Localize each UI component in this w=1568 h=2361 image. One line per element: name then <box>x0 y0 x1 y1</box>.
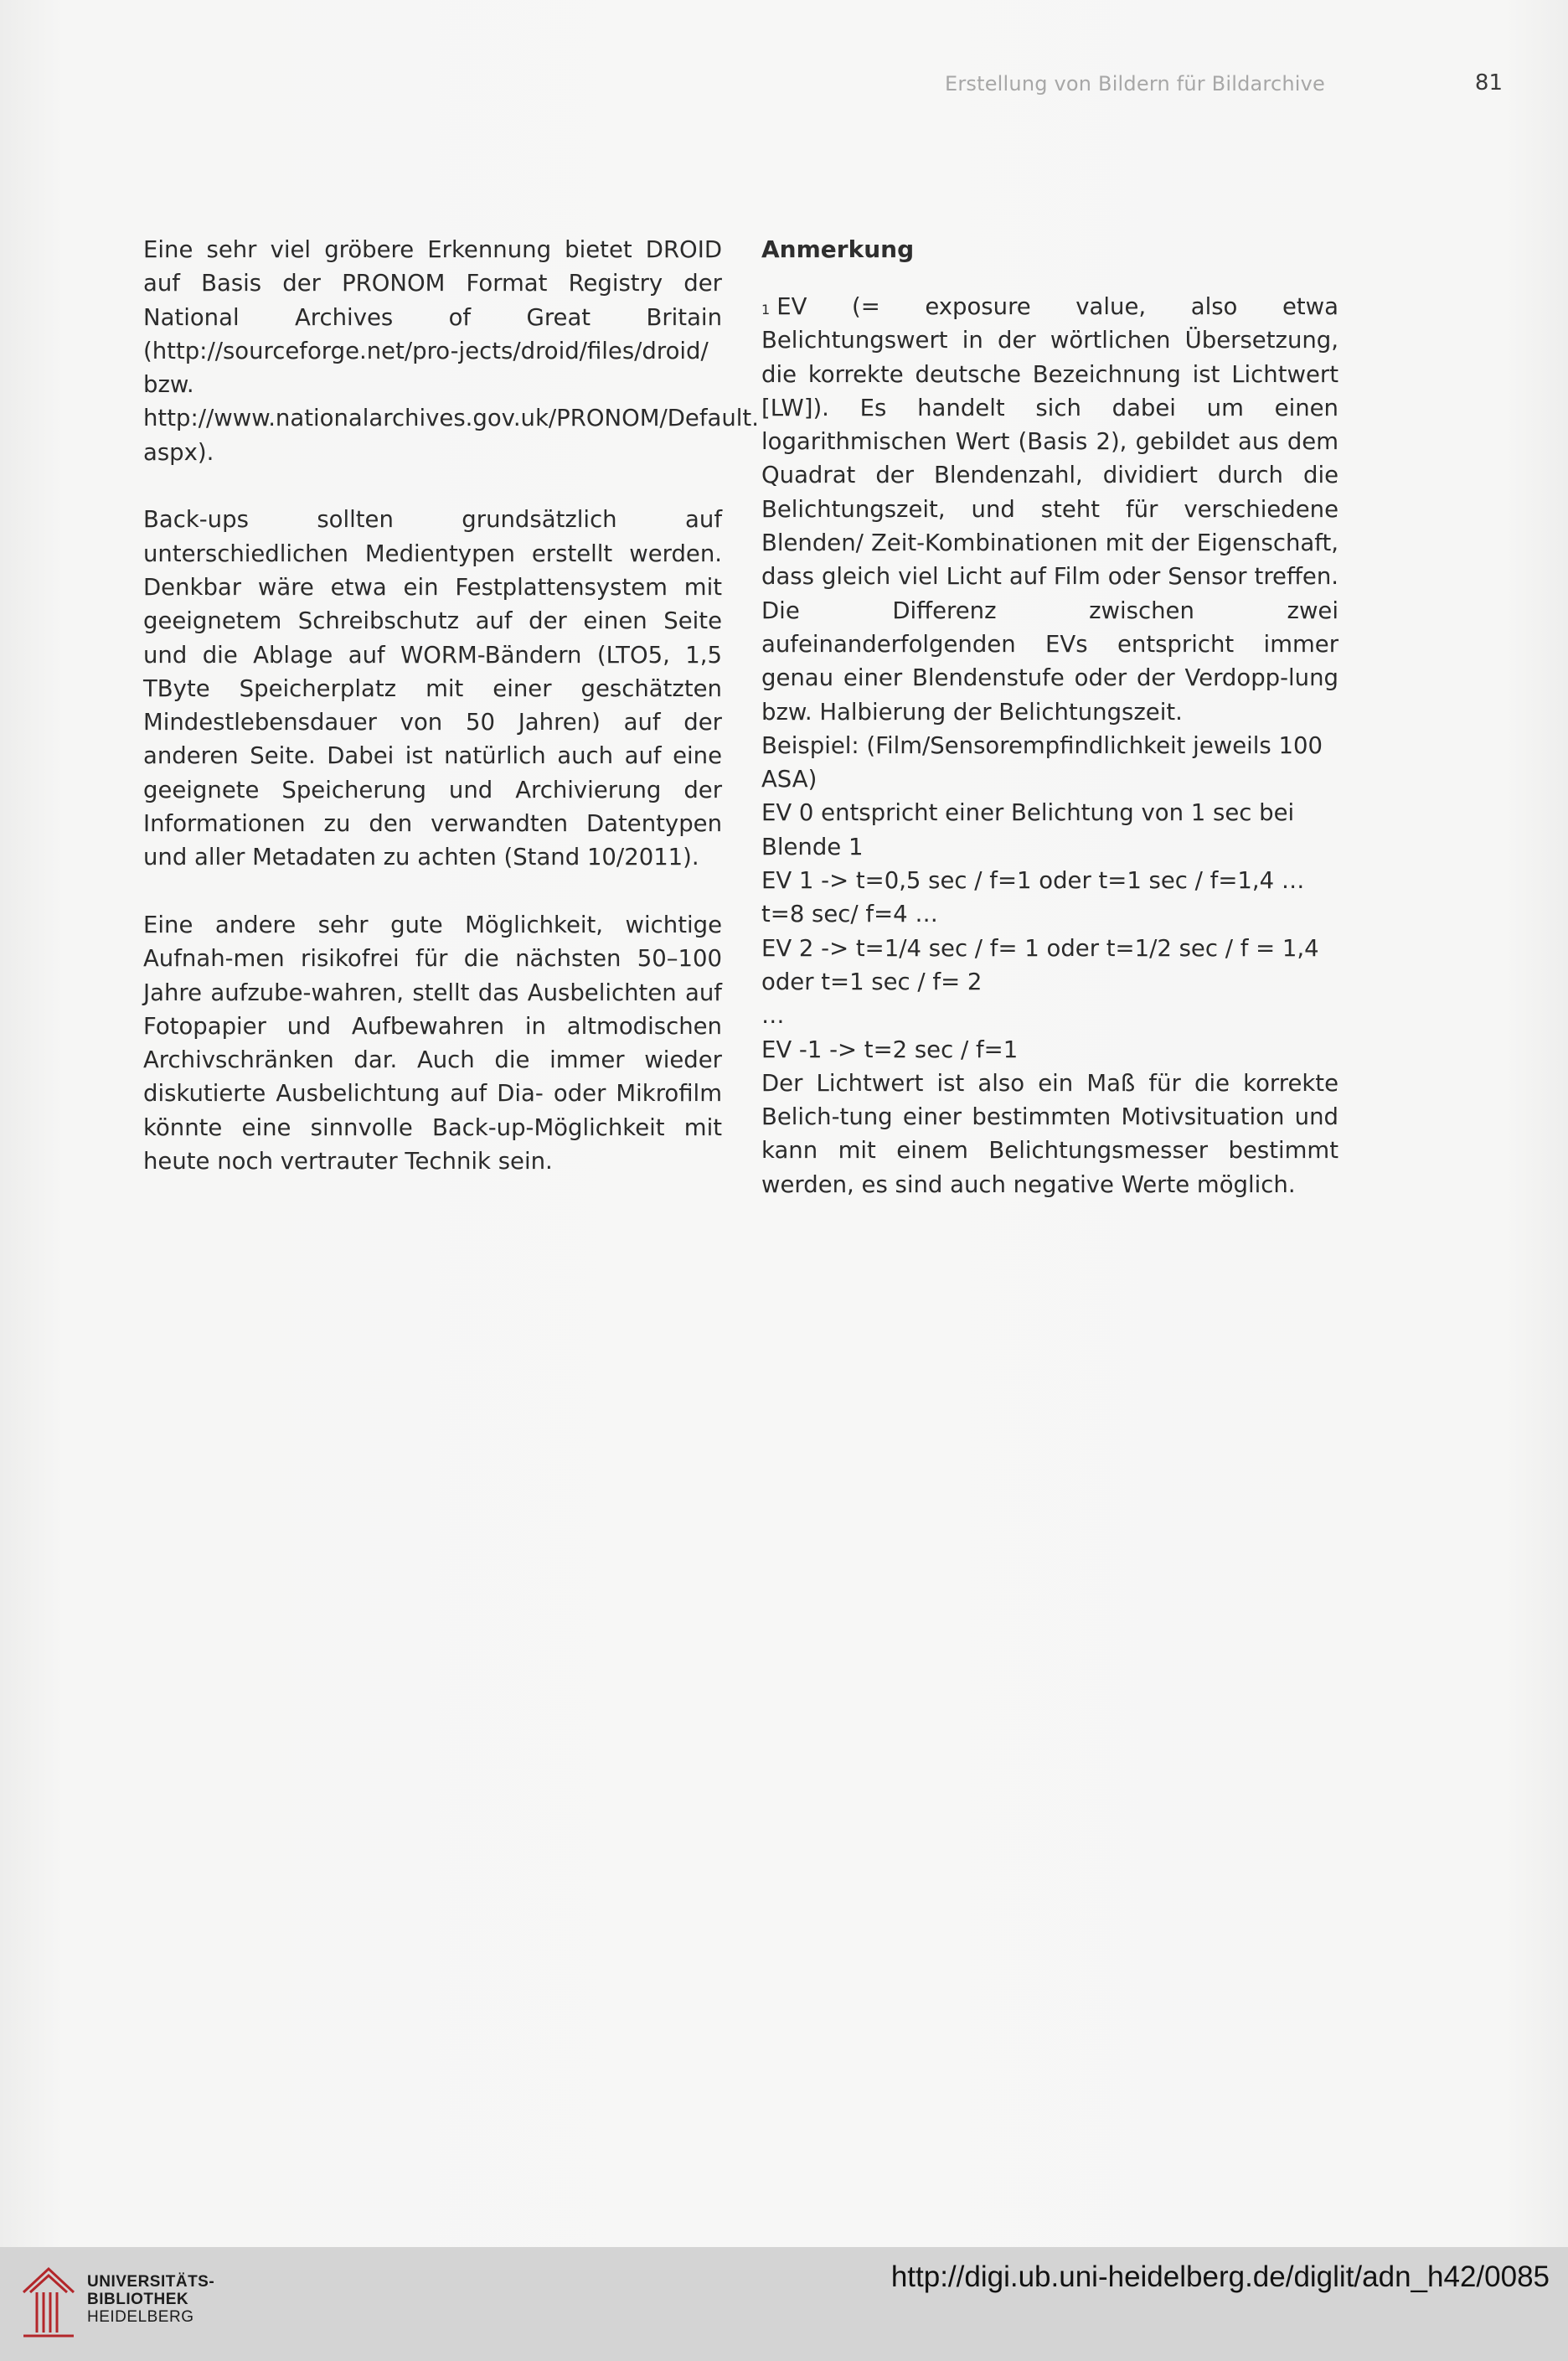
footnote-mark: 1 <box>761 302 771 318</box>
example-line: … <box>761 1002 785 1030</box>
example-line: EV -1 -> t=2 sec / f=1 <box>761 1036 1019 1063</box>
library-name-line: BIBLIOTHEK <box>87 2291 189 2308</box>
library-name-line: UNIVERSITÄTS- <box>87 2273 215 2291</box>
footnote-body: EV (= exposure value, also etwa Belichtungswert in der wörtlichen Übersetzung, die korrekte deutsche Bezeichnung ist Lichtwert [LW]). Es handelt sich dabei um einen logarithmischen Wert (Basis 2), gebildet aus dem Quadrat der Blendenzahl, dividiert durch die Belichtungszeit, und steht für verschiedene Blenden/ Zeit-Kombinationen mit der Eigenschaft, dass gleich viel Licht auf Film oder Sensor treffen. Die Differenz zwischen zwei aufeinanderfolgenden EVs entspricht immer genau einer Blendenstufe oder der Verdopp-lung bzw. Halbierung der Belichtungszeit. <box>761 293 1338 726</box>
library-name-line: HEIDELBERG <box>87 2308 194 2326</box>
notes-heading: Anmerkung <box>761 235 915 263</box>
paragraph-ausbelichten: Eine andere sehr gute Möglichkeit, wichtige Aufnah-men risikofrei für die nächsten 50–100 Jahre aufzube-wahren, stellt das Ausbelichten auf Fotopapier und Aufbewahren in altmodischen Archivschränken dar. Auch die immer wieder diskutierte Ausbelichtung auf Dia- oder Mikrofilm könnte eine sinnvolle Back-up-Möglichkeit mit heute noch vertrauter Technik sein. <box>143 911 722 1175</box>
page-number: 81 <box>1474 70 1503 96</box>
left-column <box>143 233 759 1212</box>
example-line: EV 2 -> t=1/4 sec / f= 1 oder t=1/2 sec / f = 1,4 oder t=1 sec / f= 2 <box>761 934 1319 995</box>
running-title: Erstellung von Bildern für Bildarchive <box>944 72 1325 96</box>
paragraph-backups: Back-ups sollten grundsätzlich auf unterschiedlichen Medientypen erstellt werden. Denkbar wäre etwa ein Festplattensystem mit geeignetem Schreibschutz auf der einen Seite und die Ablage auf WORM-Bändern (LTO5, 1,5 TByte Speicherplatz mit einer geschätzten Mindestlebensdauer von 50 Jahren) auf der anderen Seite. Dabei ist natürlich auch auf eine geeignete Speicherung und Archivierung der Informationen zu den verwandten Datentypen und aller Metadaten zu achten (Stand 10/2011). <box>143 506 722 871</box>
closing-paragraph: Der Lichtwert ist also ein Maß für die korrekte Belich-tung einer bestimmten Motivsituation und kann mit einem Belichtungsmesser bestimmt werden, es sind auch negative Werte möglich. <box>761 1069 1338 1198</box>
right-column <box>761 233 1338 1201</box>
paragraph-droid: Eine sehr viel gröbere Erkennung bietet DROID auf Basis der PRONOM Format Registry der National Archives of Great Britain (http://sourceforge.net/pro-jects/droid/files/droid/ bzw. http://www.nationalarchives.gov.uk/PRONOM/Default. aspx). <box>143 236 759 466</box>
footnote-text <box>761 290 1338 729</box>
library-name <box>87 2273 214 2326</box>
example-line: EV 0 entspricht einer Belichtung von 1 sec bei Blende 1 <box>761 799 1295 860</box>
digital-copy-url[interactable]: http://digi.ub.uni-heidelberg.de/diglit/adn_h42/0085 <box>890 2260 1550 2293</box>
example-line: Beispiel: (Film/Sensorempfindlichkeit jeweils 100 ASA) <box>761 731 1323 793</box>
library-logo-icon <box>18 2262 79 2343</box>
example-line: EV 1 -> t=0,5 sec / f=1 oder t=1 sec / f=1,4 … t=8 sec/ f=4 … <box>761 867 1305 928</box>
